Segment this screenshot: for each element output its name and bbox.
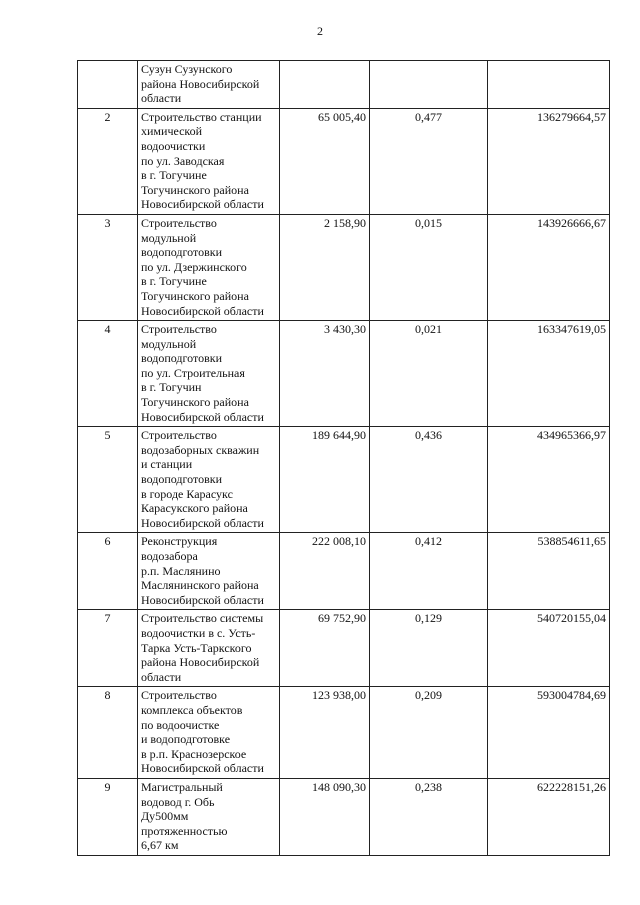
coefficient-cell: 0,412 [370,533,488,610]
row-number-cell [78,61,138,109]
cumulative-value-cell: 136279664,57 [488,108,610,214]
table-row [78,108,610,214]
table-row [78,214,610,320]
cumulative-value-cell: 538854611,65 [488,533,610,610]
cost-cell: 2 158,90 [280,214,370,320]
cumulative-value-cell: 143926666,67 [488,214,610,320]
table-row [78,533,610,610]
object-name-cell: Строительство модульной водоподготовки по ул. Строительная в г. Тогучин Тогучинского района Новосибирской области [138,321,280,427]
cost-cell: 3 430,30 [280,321,370,427]
object-name-cell: Строительство комплекса объектов по водоочистке и водоподготовке в р.п. Краснозерское Новосибирской области [138,687,280,779]
page-number: 2 [317,24,323,38]
object-name-cell: Реконструкция водозабора р.п. Маслянино Маслянинского района Новосибирской области [138,533,280,610]
coefficient-cell: 0,209 [370,687,488,779]
object-name-cell: Строительство модульной водоподготовки по ул. Дзержинского в г. Тогучине Тогучинского района Новосибирской области [138,214,280,320]
cost-cell: 65 005,40 [280,108,370,214]
coefficient-cell: 0,015 [370,214,488,320]
coefficient-cell: 0,129 [370,610,488,687]
projects-table [77,60,610,856]
object-name-cell: Строительство станции химической водоочистки по ул. Заводская в г. Тогучине Тогучинского района Новосибирской области [138,108,280,214]
coefficient-cell [370,61,488,109]
cost-cell: 123 938,00 [280,687,370,779]
cumulative-value-cell: 163347619,05 [488,321,610,427]
coefficient-cell: 0,477 [370,108,488,214]
table-row [78,321,610,427]
cost-cell: 148 090,30 [280,778,370,855]
row-number-cell: 2 [78,108,138,214]
row-number-cell: 4 [78,321,138,427]
object-name-cell: Строительство системы водоочистки в с. Усть- Тарка Усть-Таркского района Новосибирской области [138,610,280,687]
table-row [78,687,610,779]
cumulative-value-cell: 593004784,69 [488,687,610,779]
row-number-cell: 6 [78,533,138,610]
cost-cell [280,61,370,109]
coefficient-cell: 0,436 [370,427,488,533]
coefficient-cell: 0,021 [370,321,488,427]
cost-cell: 69 752,90 [280,610,370,687]
coefficient-cell: 0,238 [370,778,488,855]
table-row [78,610,610,687]
table-row [78,61,610,109]
cumulative-value-cell: 622228151,26 [488,778,610,855]
cost-cell: 222 008,10 [280,533,370,610]
cumulative-value-cell: 434965366,97 [488,427,610,533]
cost-cell: 189 644,90 [280,427,370,533]
row-number-cell: 8 [78,687,138,779]
cumulative-value-cell [488,61,610,109]
row-number-cell: 3 [78,214,138,320]
table-row [78,778,610,855]
cumulative-value-cell: 540720155,04 [488,610,610,687]
object-name-cell: Строительство водозаборных скважин и станции водоподготовки в городе Карасукс Карасукского района Новосибирской области [138,427,280,533]
row-number-cell: 7 [78,610,138,687]
row-number-cell: 9 [78,778,138,855]
object-name-cell: Магистральный водовод г. Обь Ду500мм протяженностью 6,67 км [138,778,280,855]
table-row [78,427,610,533]
row-number-cell: 5 [78,427,138,533]
object-name-cell: Сузун Сузунского района Новосибирской области [138,61,280,109]
